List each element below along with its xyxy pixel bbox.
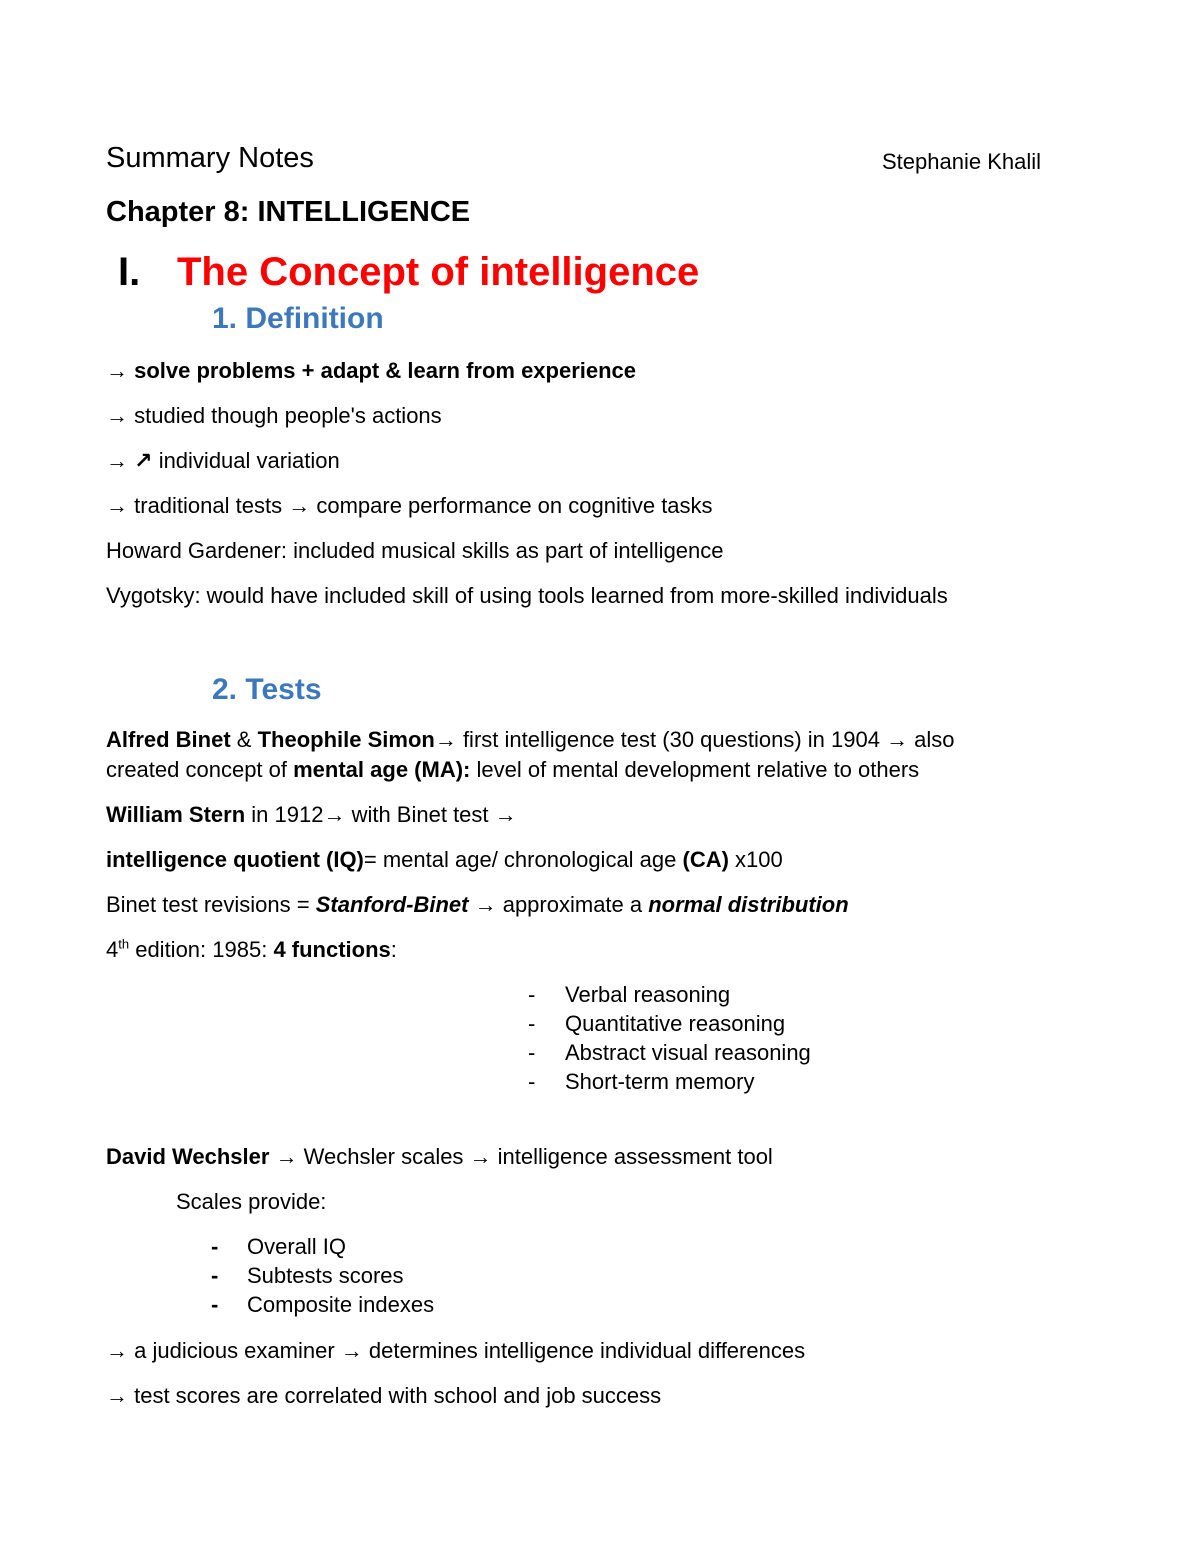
wechsler-line bbox=[106, 1142, 773, 1172]
binet-text: created concept of bbox=[106, 757, 294, 782]
list-item-label: Short-term memory bbox=[565, 1069, 755, 1094]
tests-heading: 2. Tests bbox=[212, 673, 322, 706]
revisions-text: Binet test revisions = bbox=[106, 892, 316, 917]
wechsler-name: David Wechsler bbox=[106, 1144, 270, 1169]
definition-line-1 bbox=[106, 356, 636, 386]
definition-text: studied though people's actions bbox=[134, 403, 442, 428]
list-item-label: Quantitative reasoning bbox=[565, 1011, 786, 1036]
document-title: Summary Notes bbox=[106, 142, 314, 174]
binet-text: → first intelligence test (30 questions) in 1904 → also bbox=[434, 727, 955, 752]
definition-text: compare performance on cognitive tasks bbox=[316, 493, 713, 518]
list-item bbox=[211, 1232, 611, 1261]
chapter-title: Chapter 8: INTELLIGENCE bbox=[106, 196, 471, 228]
list-item-label: Overall IQ bbox=[247, 1234, 347, 1259]
binet-name: Alfred Binet bbox=[106, 727, 231, 752]
iq-term: intelligence quotient (IQ) bbox=[106, 847, 364, 872]
list-item-label: Subtests scores bbox=[247, 1263, 404, 1288]
list-item bbox=[528, 1038, 928, 1067]
vygotsky-line: Vygotsky: would have included skill of using tools learned from more-skilled individuals bbox=[106, 583, 948, 608]
definition-line-3 bbox=[106, 446, 340, 476]
binet-text: level of mental development relative to others bbox=[470, 757, 920, 782]
binet-line-1 bbox=[106, 725, 955, 755]
binet-line-2 bbox=[106, 755, 919, 785]
section-numeral: I. bbox=[118, 250, 141, 294]
revisions-line bbox=[106, 890, 849, 920]
functions-list bbox=[528, 980, 928, 1096]
scales-label: Scales provide: bbox=[176, 1189, 327, 1214]
arrow-icon: → bbox=[106, 448, 128, 473]
list-item-label: Verbal reasoning bbox=[565, 982, 731, 1007]
author-name: Stephanie Khalil bbox=[882, 149, 1042, 174]
revisions-text: → approximate a bbox=[468, 892, 649, 917]
stern-text: in 1912→ with Binet test → bbox=[245, 802, 517, 827]
definition-key-text: solve problems + adapt & learn from experience bbox=[134, 358, 637, 383]
definition-line-4 bbox=[106, 491, 713, 521]
scores-line: → test scores are correlated with school and job success bbox=[106, 1383, 662, 1408]
list-item bbox=[528, 980, 928, 1009]
iq-formula-line bbox=[106, 845, 783, 875]
list-item-label: Abstract visual reasoning bbox=[565, 1040, 811, 1065]
iq-text: x100 bbox=[728, 847, 783, 872]
dash-bullet: - bbox=[528, 1011, 536, 1036]
dash-bullet: - bbox=[211, 1263, 219, 1288]
stern-name: William Stern bbox=[106, 802, 246, 827]
scales-list bbox=[211, 1232, 611, 1319]
stanford-binet-term: Stanford-Binet bbox=[315, 892, 469, 917]
definition-text: individual variation bbox=[158, 448, 340, 473]
section-heading bbox=[118, 250, 140, 295]
colon: : bbox=[390, 937, 397, 962]
list-item bbox=[211, 1290, 611, 1319]
arrow-icon: → bbox=[288, 493, 311, 518]
ca-term: (CA) bbox=[682, 847, 729, 872]
increase-arrow-icon: ↗ bbox=[134, 448, 153, 473]
normal-distribution-term: normal distribution bbox=[648, 892, 849, 917]
simon-name: Theophile Simon bbox=[257, 727, 435, 752]
section-title: The Concept of intelligence bbox=[177, 250, 700, 294]
list-item-label: Composite indexes bbox=[247, 1292, 435, 1317]
dash-bullet: - bbox=[528, 1040, 536, 1065]
list-item bbox=[528, 1009, 928, 1038]
dash-bullet: - bbox=[211, 1292, 219, 1317]
edition-text: edition: 1985: bbox=[129, 937, 274, 962]
arrow-icon: → bbox=[106, 358, 128, 383]
definition-heading: 1. Definition bbox=[212, 302, 384, 335]
wechsler-text: → Wechsler scales → intelligence assessment tool bbox=[269, 1144, 773, 1169]
functions-term: 4 functions bbox=[273, 937, 391, 962]
judicious-line: → a judicious examiner → determines intelligence individual differences bbox=[106, 1338, 806, 1363]
edition-number: 4 bbox=[106, 937, 119, 962]
dash-bullet: - bbox=[528, 1069, 536, 1094]
dash-bullet: - bbox=[528, 982, 536, 1007]
iq-text: = mental age/ chronological age bbox=[363, 847, 683, 872]
edition-line bbox=[106, 935, 397, 965]
edition-suffix: th bbox=[118, 936, 130, 952]
definition-line-2 bbox=[106, 401, 442, 431]
dash-bullet: - bbox=[211, 1234, 219, 1259]
stern-line bbox=[106, 800, 517, 830]
arrow-icon: → bbox=[106, 493, 128, 518]
ampersand: & bbox=[230, 727, 258, 752]
list-item bbox=[528, 1067, 928, 1096]
gardener-line: Howard Gardener: included musical skills as part of intelligence bbox=[106, 538, 724, 563]
arrow-icon: → bbox=[106, 403, 128, 428]
list-item bbox=[211, 1261, 611, 1290]
mental-age-term: mental age (MA): bbox=[293, 757, 471, 782]
definition-text: traditional tests bbox=[134, 493, 283, 518]
